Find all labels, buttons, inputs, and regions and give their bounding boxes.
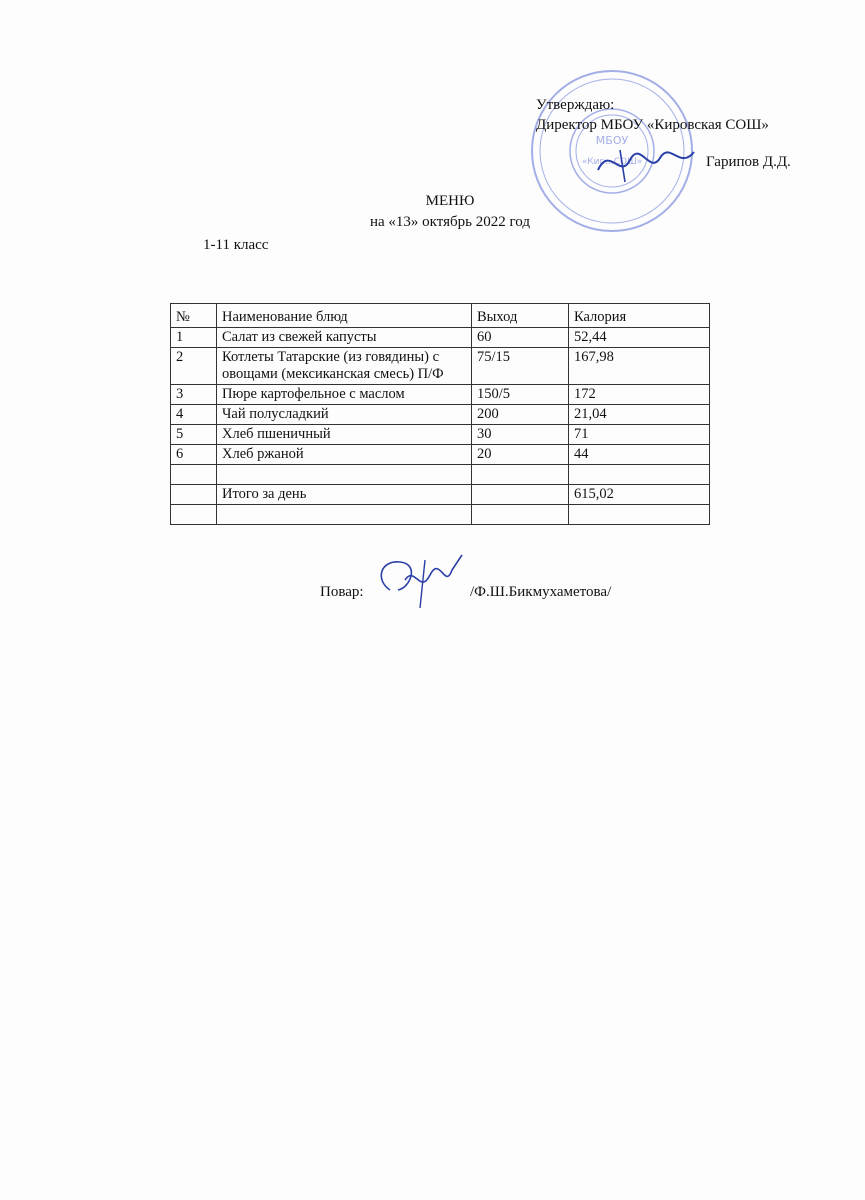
table-row: [171, 445, 710, 465]
row-output: 150/5: [472, 385, 569, 405]
row-calories: 172: [569, 385, 710, 405]
empty-row: [171, 505, 710, 525]
cook-label: Повар:: [320, 584, 364, 600]
row-output: 30: [472, 425, 569, 445]
row-number: 5: [171, 425, 217, 445]
cook-name: /Ф.Ш.Бикмухаметова/: [470, 584, 612, 600]
row-number: 6: [171, 445, 217, 465]
row-output: 20: [472, 445, 569, 465]
table-row: [171, 348, 710, 385]
total-label: Итого за день: [217, 485, 472, 505]
approval-block: [536, 95, 769, 135]
table-row: [171, 425, 710, 445]
director-signature: [590, 140, 700, 190]
row-dish: Чай полусладкий: [217, 405, 472, 425]
row-number: 3: [171, 385, 217, 405]
table-row: [171, 328, 710, 348]
grade-label: 1-11 класс: [203, 237, 269, 253]
row-calories: 21,04: [569, 405, 710, 425]
row-dish: Хлеб ржаной: [217, 445, 472, 465]
row-calories: 44: [569, 445, 710, 465]
menu-heading: МЕНЮ: [425, 193, 475, 209]
row-number: 1: [171, 328, 217, 348]
table-header-row: [171, 304, 710, 328]
menu-table: [170, 303, 710, 525]
approval-line-2: Директор МБОУ «Кировская СОШ»: [536, 117, 769, 133]
director-name: Гарипов Д.Д.: [706, 154, 791, 170]
approval-line-1: Утверждаю:: [536, 97, 615, 113]
row-output: 60: [472, 328, 569, 348]
row-dish: Салат из свежей капусты: [217, 328, 472, 348]
row-dish: Котлеты Татарские (из говядины) с овощами (мексиканская смесь) П/Ф: [217, 348, 472, 385]
row-calories: 167,98: [569, 348, 710, 385]
table-row: [171, 385, 710, 405]
row-calories: 52,44: [569, 328, 710, 348]
row-calories: 71: [569, 425, 710, 445]
row-number: 2: [171, 348, 217, 385]
total-row: [171, 485, 710, 505]
svg-text:«Кир...СОШ»: «Кир...СОШ»: [581, 157, 643, 167]
row-dish: Хлеб пшеничный: [217, 425, 472, 445]
cook-signature: [370, 550, 470, 610]
header-number: №: [171, 304, 217, 328]
total-value: 615,02: [569, 485, 710, 505]
row-output: 200: [472, 405, 569, 425]
header-output: Выход: [472, 304, 569, 328]
table-row: [171, 405, 710, 425]
header-dish: Наименование блюд: [217, 304, 472, 328]
row-number: 4: [171, 405, 217, 425]
empty-row: [171, 465, 710, 485]
row-output: 75/15: [472, 348, 569, 385]
menu-date: на «13» октябрь 2022 год: [370, 214, 530, 230]
svg-text:МБОУ: МБОУ: [595, 134, 629, 147]
row-dish: Пюре картофельное с маслом: [217, 385, 472, 405]
header-calories: Калория: [569, 304, 710, 328]
